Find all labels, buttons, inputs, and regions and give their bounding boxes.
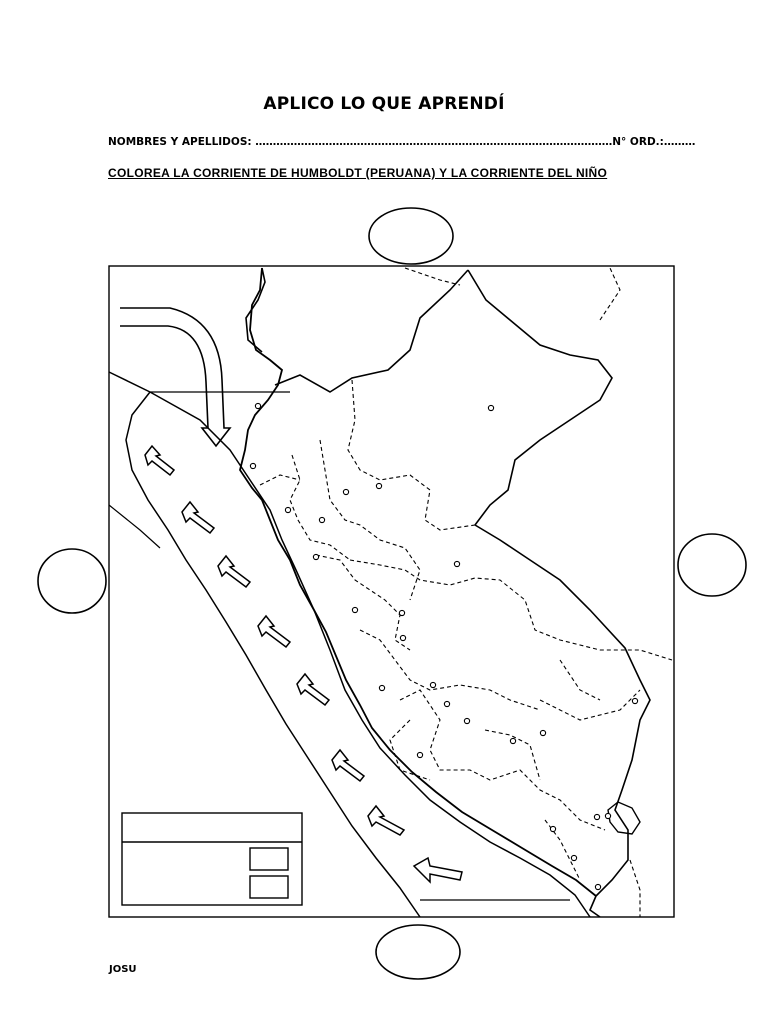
current-inner-line	[126, 392, 420, 917]
legend-swatch-2[interactable]	[250, 876, 288, 898]
ecuador-coast	[246, 268, 265, 352]
legend-swatch-1[interactable]	[250, 848, 288, 870]
legend-box	[122, 813, 302, 905]
answer-oval-top[interactable]	[369, 208, 453, 264]
coastline	[240, 268, 596, 896]
name-field-line: NOMBRES Y APELLIDOS: …………………………………………………………………………………………N° ORD.:………	[108, 136, 696, 148]
humboldt-arrows	[145, 446, 462, 882]
worksheet-title: APLICO LO QUE APRENDÍ	[263, 94, 505, 114]
colombia-border	[468, 270, 612, 525]
lower-left-line	[109, 505, 160, 548]
answer-oval-right[interactable]	[678, 534, 746, 596]
answer-oval-bottom[interactable]	[376, 925, 460, 979]
northern-border	[275, 270, 468, 392]
instruction-text: COLOREA LA CORRIENTE DE HUMBOLDT (PERUANA) Y LA CORRIENTE DEL NIÑO	[108, 166, 608, 180]
map-frame	[109, 266, 674, 917]
el-nino-current-arrow	[120, 308, 230, 446]
lake-titicaca	[608, 802, 640, 834]
answer-oval-left[interactable]	[38, 549, 106, 613]
department-capitals	[250, 403, 637, 889]
chile-border	[590, 896, 600, 917]
current-outer-line	[109, 372, 590, 917]
footer-author: JOSU	[109, 964, 137, 975]
